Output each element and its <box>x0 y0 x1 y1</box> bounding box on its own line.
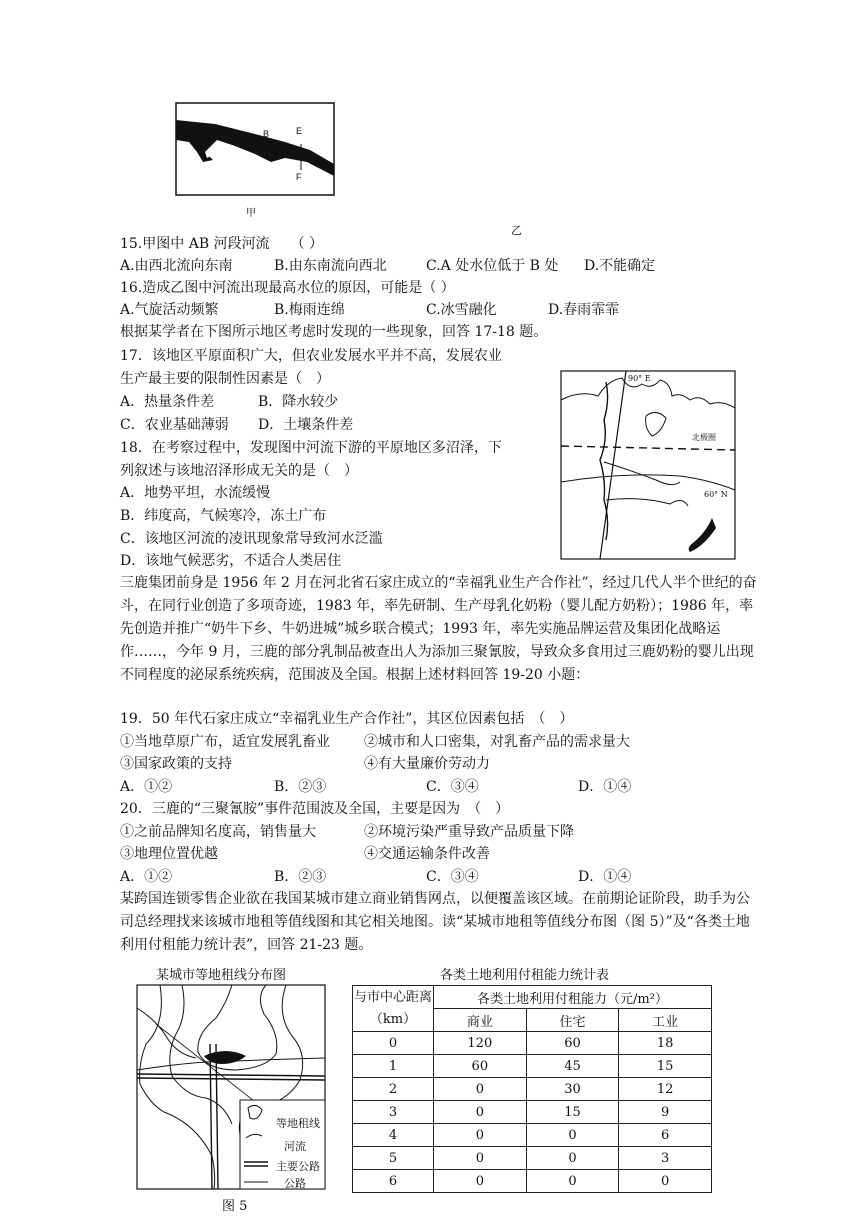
cell-commercial: 60 <box>434 1055 527 1078</box>
q15-option-a: A.由西北流向东南 <box>120 258 233 274</box>
cell-residential: 15 <box>526 1101 619 1124</box>
cell-commercial: 0 <box>434 1124 527 1147</box>
q15-stem: 15.甲图中 AB 河段河流 （ ） <box>120 236 324 252</box>
table-row <box>353 1032 712 1055</box>
cell-distance: 6 <box>353 1170 434 1193</box>
q19-stem: 19．50 年代石家庄成立“幸福乳业生产合作社”，其区位因素包括 （ ） <box>120 711 574 727</box>
cell-commercial: 0 <box>434 1147 527 1170</box>
siberia-map <box>560 370 736 560</box>
cell-residential: 0 <box>526 1124 619 1147</box>
intro-17-18: 根据某学者在下图所示地区考虑时发现的一些现象，回答 17-18 题。 <box>120 324 548 340</box>
label-arctic-circle: 北极圈 <box>692 433 716 442</box>
q18-option-c: C．该地区河流的凌讯现象常导致河水泛滥 <box>120 531 383 547</box>
capacity-group-header: 各类土地利用付租能力（元/m²） <box>434 986 712 1009</box>
label-e: E <box>296 126 303 136</box>
q20-option-b: B．②③ <box>274 869 327 885</box>
q17-option-d: D．土壤条件差 <box>258 417 354 433</box>
distance-header: 与市中心距离（km） <box>353 986 434 1032</box>
map5-title: 某城市等地租线分布图 <box>156 968 287 983</box>
q17-option-a: A．热量条件差 <box>120 394 215 410</box>
q20-option-c: C．③④ <box>426 869 479 885</box>
passage-19-20: 三鹿集团前身是 1956 年 2 月在河北省石家庄成立的“幸福乳业生产合作社”，经过几代人半个世纪的奋斗，在同行业创造了多项奇迹，1983 年，率先研制、生产母乳化奶粉（婴儿配方奶粉）；1986 年，率先创造并推广“奶牛下乡、牛奶进城”城乡联合模式；1993 年，率先实施品牌运营及集团化战略运作……，今年 9 月，三鹿的部分乳制品被查出人为添加三聚氰胺，导致众多食用过三鹿奶粉的婴儿出现不同程度的泌尿系统疾病，范围波及全国。根据上述材料回答 19-20 小题： <box>120 575 757 683</box>
map5-caption: 图 5 <box>222 1199 248 1214</box>
rent-table <box>352 985 712 1193</box>
passage-21-23: 某跨国连锁零售企业欲在我国某城市建立商业销售网点，以便覆盖该区域。在前期论证阶段，助手为公司总经理找来该城市地租等值线图和其它相关地图。读“某城市地租等值线分布图（图 5）”及“各类土地利用付租能力统计表”，回答 21-23 题。 <box>120 891 750 953</box>
cell-commercial: 0 <box>434 1078 527 1101</box>
q16-option-b: B.梅雨连绵 <box>274 302 345 318</box>
header-commercial: 商业 <box>434 1009 527 1032</box>
cell-commercial: 120 <box>434 1032 527 1055</box>
table-header-row <box>353 986 712 1009</box>
figure-yi-caption: 乙 <box>511 224 522 237</box>
q20-stem: 20．三鹿的“三聚氰胺”事件范围波及全国，主要是因为 （ ） <box>120 801 510 817</box>
q19-item-4: ④有大量廉价劳动力 <box>364 756 490 772</box>
table-row <box>353 1078 712 1101</box>
q20-item-1: ①之前品牌知名度高，销售量大 <box>120 824 316 840</box>
table-row <box>353 1170 712 1193</box>
q18-stem-2: 列叙述与该地沼泽形成无关的是（ ） <box>120 463 358 479</box>
cell-residential: 45 <box>526 1055 619 1078</box>
figure-jia <box>175 102 335 196</box>
q15-option-d: D.不能确定 <box>584 258 656 274</box>
cell-distance: 5 <box>353 1147 434 1170</box>
label-a: A <box>185 123 192 133</box>
q15-option-b: B.由东南流向西北 <box>274 258 387 274</box>
header-industrial: 工业 <box>619 1009 712 1032</box>
rent-table-title: 各类土地利用付租能力统计表 <box>440 968 610 983</box>
cell-commercial: 0 <box>434 1101 527 1124</box>
q19-item-1: ①当地草原广布，适宜发展乳畜业 <box>120 734 330 750</box>
table-row <box>353 1055 712 1078</box>
table-row <box>353 1147 712 1170</box>
q15-option-c: C.A 处水位低于 B 处 <box>426 258 559 274</box>
q19-item-2: ②城市和人口密集，对乳畜产品的需求量大 <box>364 734 630 750</box>
q20-item-2: ②环境污染严重导致产品质量下降 <box>364 824 574 840</box>
cell-commercial: 0 <box>434 1170 527 1193</box>
cell-industrial: 18 <box>619 1032 712 1055</box>
label-b: B <box>263 129 270 139</box>
q16-option-a: A.气旋活动频繁 <box>120 302 219 318</box>
q20-item-3: ③地理位置优越 <box>120 846 218 862</box>
cell-residential: 60 <box>526 1032 619 1055</box>
figure-jia-caption: 甲 <box>246 208 256 219</box>
cell-distance: 3 <box>353 1101 434 1124</box>
cell-residential: 0 <box>526 1170 619 1193</box>
q19-option-a: A．①② <box>120 779 173 795</box>
legend-main-highway: 主要公路 <box>276 1160 320 1173</box>
cell-distance: 1 <box>353 1055 434 1078</box>
cell-distance: 0 <box>353 1032 434 1055</box>
table-row <box>353 1101 712 1124</box>
legend-highway: 公路 <box>284 1177 306 1190</box>
cell-industrial: 6 <box>619 1124 712 1147</box>
legend-river: 河流 <box>284 1140 306 1153</box>
q18-option-b: B．纬度高，气候寒冷，冻土广布 <box>120 508 327 524</box>
legend-rent-contour: 等地租线 <box>276 1117 320 1130</box>
header-residential: 住宅 <box>526 1009 619 1032</box>
q18-stem-1: 18．在考察过程中，发现图中河流下游的平原地区多沼泽，下 <box>120 440 502 456</box>
q17-option-c: C．农业基础薄弱 <box>120 417 229 433</box>
cell-industrial: 9 <box>619 1101 712 1124</box>
cell-residential: 0 <box>526 1147 619 1170</box>
cell-industrial: 12 <box>619 1078 712 1101</box>
table-row <box>353 1124 712 1147</box>
q18-option-a: A．地势平坦，水流缓慢 <box>120 485 271 501</box>
q19-option-b: B．②③ <box>274 779 327 795</box>
q16-stem: 16.造成乙图中河流出现最高水位的原因，可能是（ ） <box>120 280 455 296</box>
q16-option-d: D.春雨霏霏 <box>548 302 620 318</box>
cell-residential: 30 <box>526 1078 619 1101</box>
q17-option-b: B．降水较少 <box>258 394 339 410</box>
q20-option-a: A．①② <box>120 869 173 885</box>
label-f: F <box>296 172 302 182</box>
q19-option-c: C．③④ <box>426 779 479 795</box>
label-90e: 90° E <box>628 374 651 383</box>
cell-industrial: 0 <box>619 1170 712 1193</box>
rent-contour-map <box>136 984 326 1190</box>
q19-option-d: D．①④ <box>578 779 632 795</box>
cell-distance: 4 <box>353 1124 434 1147</box>
q18-option-d: D．该地气候恶劣，不适合人类居住 <box>120 553 342 569</box>
q17-stem-2: 生产最主要的限制性因素是（ ） <box>120 371 330 387</box>
q16-option-c: C.冰雪融化 <box>426 302 497 318</box>
label-60n: 60° N <box>704 490 728 499</box>
q19-item-3: ③国家政策的支持 <box>120 756 232 772</box>
cell-industrial: 3 <box>619 1147 712 1170</box>
cell-industrial: 15 <box>619 1055 712 1078</box>
q20-item-4: ④交通运输条件改善 <box>364 846 490 862</box>
q20-option-d: D．①④ <box>578 869 632 885</box>
cell-distance: 2 <box>353 1078 434 1101</box>
q17-stem-1: 17．该地区平原面积广大，但农业发展水平并不高，发展农业 <box>120 348 502 364</box>
